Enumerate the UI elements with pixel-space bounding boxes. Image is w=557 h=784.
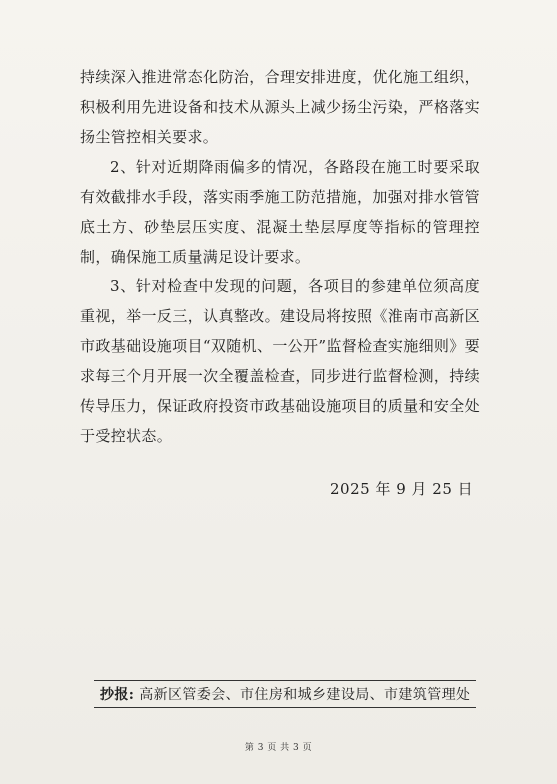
cc-label: 抄报: [100,687,135,703]
body-paragraph-2: 2、针对近期降雨偏多的情况，各路段在施工时要采取有效截排水手段，落实雨季施工防范措施，加强对排水管管底土方、砂垫层压实度、混凝土垫层厚度等指标的管理控制，确保施工质量满足设计要求。 [80,158,480,266]
cc-bottom-rule [94,707,476,708]
body-paragraph-1: 持续深入推进常态化防治，合理安排进度，优化施工组织，积极利用先进设备和技术从源头上减少扬尘污染，严格落实扬尘管控相关要求。 [80,68,480,146]
body-paragraph-3: 3、针对检查中发现的问题，各项目的参建单位须高度重视，举一反三，认真整改。建设局将按照《淮南市高新区市政基础设施项目“双随机、一公开”监督检查实施细则》要求每三个月开展一次全覆盖检查，同步进行监督检测，持续传导压力，保证政府投资市政基础设施项目的质量和安全处于受控状态。 [80,277,480,445]
document-date: 2025 年 9 月 25 日 [330,480,474,498]
cc-top-rule [94,680,476,681]
page-indicator: 第 3 页 共 3 页 [244,743,313,753]
cc-recipients: 高新区管委会、市住房和城乡建设局、市建筑管理处 [139,687,471,703]
cc-line [100,684,476,704]
